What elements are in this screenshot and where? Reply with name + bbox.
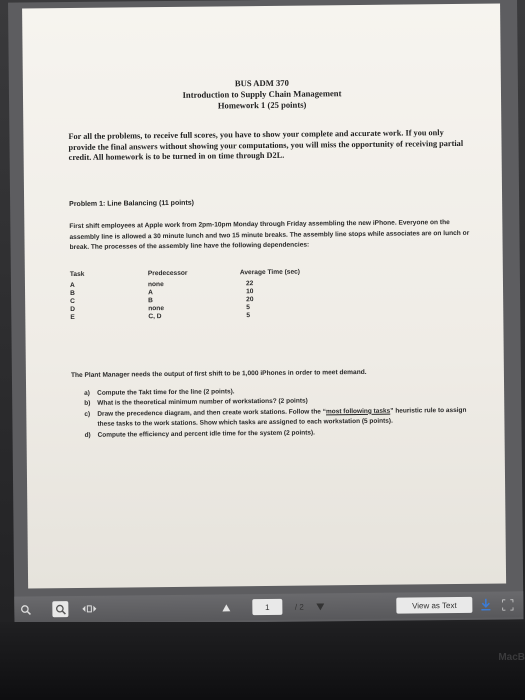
next-page-icon[interactable]: [314, 598, 326, 614]
intro-paragraph: For all the problems, to receive full scores, you have to show your complete and accurate work. If you only provide the final answers without showing your computations, you will miss the opportunity of receiving partial credit. All homework is to be turned in on time through D2L.: [68, 128, 464, 163]
download-icon[interactable]: [478, 597, 492, 613]
table-cell: C: [70, 297, 75, 306]
question-text-before: Draw the precedence diagram, and then create work stations. Follow the “: [97, 408, 326, 418]
fullscreen-icon[interactable]: [500, 596, 514, 612]
problem-title: Problem 1: Line Balancing (11 points): [69, 199, 195, 209]
table-cell: B: [148, 297, 153, 305]
pdf-viewer: [8, 0, 523, 625]
table-cell: E: [70, 313, 75, 322]
total-pages-label: / 2: [294, 602, 304, 612]
course-title: Introduction to Supply Chain Management: [182, 88, 342, 100]
question-label: d): [84, 431, 91, 439]
question-text: What is the theoretical minimum number of workstations? (2 points): [97, 397, 308, 408]
table-cell: 10: [246, 288, 254, 296]
course-code: BUS ADM 370: [234, 77, 289, 89]
page-number-input[interactable]: [252, 599, 282, 615]
table-cell: none: [147, 281, 164, 289]
dependency-table: [70, 268, 331, 322]
document-header: [23, 76, 501, 114]
current-page-number: 1: [265, 602, 270, 612]
view-as-text-label: View as Text: [411, 600, 457, 610]
table-cell: A: [69, 281, 75, 290]
question-text: Compute the Takt time for the line (2 points).: [97, 388, 235, 397]
previous-page-icon[interactable]: [220, 599, 232, 615]
manager-note: The Plant Manager needs the output of first shift to be 1,000 iPhones in order to meet demand.: [70, 368, 367, 380]
table-cell: 5: [246, 312, 251, 320]
question-list: [84, 385, 477, 441]
table-cell: B: [70, 289, 75, 298]
table-header-cell: Predecessor: [147, 269, 188, 278]
table-row: [70, 311, 330, 322]
heuristic-link-text: most following tasks: [325, 407, 391, 416]
table-cell: C, D: [148, 313, 162, 321]
laptop-bezel: [0, 622, 525, 700]
zoom-in-icon[interactable]: [52, 601, 68, 617]
device-brand: MacB: [498, 652, 525, 663]
view-as-text-button[interactable]: [396, 597, 472, 614]
question-label: c): [84, 410, 91, 418]
question-text: Compute the efficiency and percent idle time for the system (2 points).: [97, 429, 316, 439]
question-label: b): [84, 400, 91, 408]
table-cell: none: [148, 305, 165, 313]
table-header-cell: Average Time (sec): [239, 268, 300, 277]
fit-width-icon[interactable]: [78, 601, 100, 617]
assignment-title: Homework 1 (25 points): [217, 99, 307, 111]
question-label: a): [84, 389, 90, 397]
scenario-paragraph: First shift employees at Apple work from 2pm-10pm Monday through Friday assembling the new iPhone. Everyone on the assembly line is allowed a 30 minute lunch and two 15 minute breaks. The assembly line stops while associates are on lunch or break. The processes of the assembly line have the following dependencies:: [69, 219, 470, 252]
table-header-cell: Task: [69, 270, 85, 279]
zoom-out-icon[interactable]: [18, 601, 32, 617]
table-cell: 5: [246, 304, 250, 312]
pdf-toolbar: [14, 591, 523, 622]
table-cell: 20: [246, 296, 254, 304]
question-text: [97, 406, 476, 431]
table-cell: A: [148, 289, 153, 297]
question-item: [84, 406, 476, 431]
pdf-page: [22, 4, 506, 589]
question-text-after: ” heuristic rule to assign these tasks to the work stations. Show which tasks are assigned to each workstation (5 points).: [97, 406, 467, 428]
table-cell: D: [70, 305, 76, 314]
table-cell: 22: [245, 280, 254, 288]
